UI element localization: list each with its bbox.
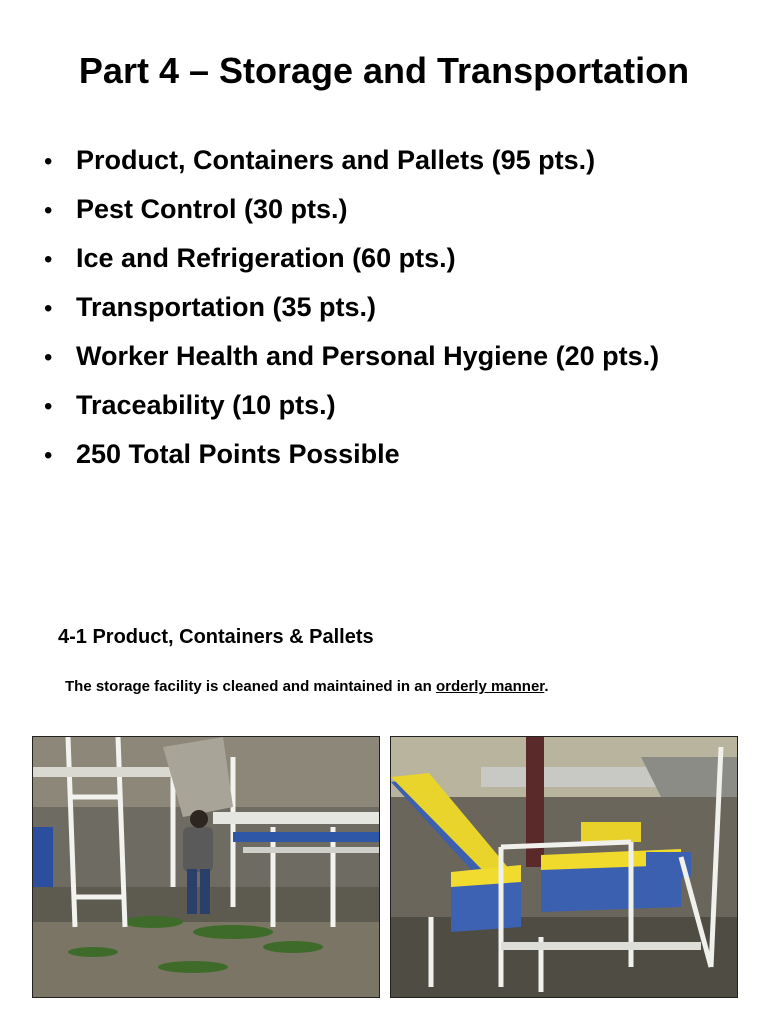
bullet-item (44, 238, 754, 287)
slide-title: Part 4 – Storage and Transportation (78, 50, 690, 91)
bullet-item (44, 140, 754, 189)
bullet-dot: • (44, 246, 53, 273)
caption-underlined-text: orderly manner (435, 678, 545, 695)
bullet-text: Ice and Refrigeration (60 pts.) (76, 243, 456, 273)
bullet-dot: • (44, 148, 53, 175)
bullet-dot: • (44, 393, 53, 420)
bullet-item (44, 385, 754, 434)
bullet-text: Product, Containers and Pallets (95 pts.) (76, 145, 596, 175)
bullet-dot: • (44, 442, 53, 469)
photo-caption (65, 678, 549, 695)
bullet-item (44, 434, 754, 483)
bullet-item (44, 189, 754, 238)
crate-conveyor-illustration (391, 737, 737, 997)
bullet-text: Traceability (10 pts.) (76, 390, 336, 420)
bullet-text: Pest Control (30 pts.) (76, 194, 348, 224)
bullet-list (44, 140, 754, 483)
crate-conveyor-photo (390, 736, 738, 998)
bullet-dot: • (44, 197, 53, 224)
bullet-text: 250 Total Points Possible (76, 439, 400, 469)
section-heading: 4-1 Product, Containers & Pallets (58, 626, 374, 648)
bullet-text: Transportation (35 pts.) (76, 292, 377, 322)
caption-text: The storage facility is cleaned and maintained in an (65, 678, 436, 695)
packing-line-illustration (33, 737, 379, 997)
bullet-item (44, 287, 754, 336)
bullet-item (44, 336, 754, 385)
caption-end: . (544, 678, 549, 695)
packing-line-floor-photo (32, 736, 380, 998)
bullet-text: Worker Health and Personal Hygiene (20 pts.) (76, 341, 660, 371)
bullet-dot: • (44, 295, 53, 322)
bullet-dot: • (44, 344, 53, 371)
